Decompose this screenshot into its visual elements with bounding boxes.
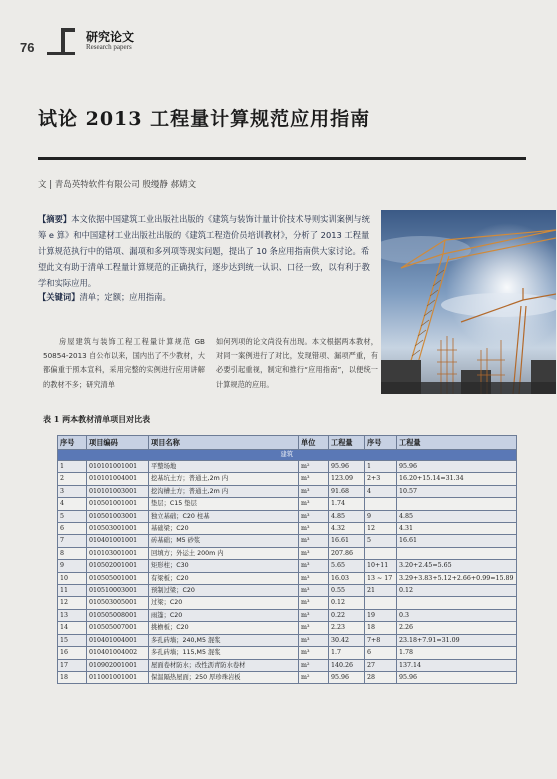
cell-unit: m³ (299, 647, 329, 659)
cell-name: 回填方；外运土 200m 内 (149, 547, 299, 559)
cell-qty2: 2.26 (397, 622, 517, 634)
cell-name: 雨篷；C20 (149, 609, 299, 621)
table-row (58, 572, 517, 584)
table-row (58, 671, 517, 683)
cell-qty2: 3.20+2.45=5.65 (397, 560, 517, 572)
construction-crane-photo (381, 210, 556, 394)
cell-no: 18 (58, 671, 87, 683)
cell-qty: 0.55 (329, 585, 365, 597)
cell-qty2: 1.78 (397, 647, 517, 659)
cell-name: 独立基础；C20 柱基 (149, 510, 299, 522)
cell-code: 010502001001 (87, 560, 149, 572)
cell-qty: 95.96 (329, 461, 365, 473)
cell-unit: m³ (299, 560, 329, 572)
cell-code: 010505001001 (87, 572, 149, 584)
cell-qty: 140.26 (329, 659, 365, 671)
cell-name: 挖沟槽土方；普通土,2m 内 (149, 485, 299, 497)
cell-qty2: 3.29+3.83+5.12+2.66+0.99=15.89 (397, 572, 517, 584)
table-row (58, 597, 517, 609)
cell-name: 挑檐板；C20 (149, 622, 299, 634)
cell-no2: 10+11 (365, 560, 397, 572)
table-row (58, 461, 517, 473)
cell-unit: m³ (299, 535, 329, 547)
header-bracket-mark (61, 28, 75, 54)
cell-no: 7 (58, 535, 87, 547)
cell-qty: 16.03 (329, 572, 365, 584)
cell-no2: 21 (365, 585, 397, 597)
cell-no2: 9 (365, 510, 397, 522)
table-row (58, 535, 517, 547)
cell-qty2: 16.61 (397, 535, 517, 547)
table-row (58, 510, 517, 522)
cell-no2: 19 (365, 609, 397, 621)
cell-qty: 91.68 (329, 485, 365, 497)
cell-name: 有梁板；C20 (149, 572, 299, 584)
cell-qty2: 95.96 (397, 671, 517, 683)
cell-no: 1 (58, 461, 87, 473)
cell-unit: m³ (299, 622, 329, 634)
cell-qty: 16.61 (329, 535, 365, 547)
cell-code: 010505007001 (87, 622, 149, 634)
cell-no: 13 (58, 609, 87, 621)
cell-no: 5 (58, 510, 87, 522)
section-title-en: Research papers (86, 43, 132, 51)
cell-no: 8 (58, 547, 87, 559)
cell-no2: 5 (365, 535, 397, 547)
cell-unit: m³ (299, 523, 329, 535)
col-header-name: 项目名称 (149, 436, 299, 450)
cell-no: 10 (58, 572, 87, 584)
abstract (38, 211, 375, 291)
col-header-no2: 序号 (365, 436, 397, 450)
cell-no: 4 (58, 498, 87, 510)
cell-no2: 27 (365, 659, 397, 671)
keywords-text: 清单；定额；应用指南。 (79, 292, 171, 302)
cell-no: 17 (58, 659, 87, 671)
table-row (58, 547, 517, 559)
cell-unit: m² (299, 671, 329, 683)
cell-unit: m² (299, 659, 329, 671)
cell-name: 过梁；C20 (149, 597, 299, 609)
cell-qty2: 4.85 (397, 510, 517, 522)
abstract-label: 【摘要】 (38, 214, 72, 224)
cell-qty: 4.85 (329, 510, 365, 522)
table-header-row (58, 436, 517, 450)
cell-name: 多孔砖墙；115,M5 混浆 (149, 647, 299, 659)
cell-code: 010505008001 (87, 609, 149, 621)
cell-unit: m³ (299, 498, 329, 510)
cell-code: 010101003001 (87, 485, 149, 497)
cell-unit: m³ (299, 572, 329, 584)
table-row (58, 634, 517, 646)
cell-code: 010503001001 (87, 523, 149, 535)
cell-no2 (365, 597, 397, 609)
cell-code: 010501001001 (87, 498, 149, 510)
cell-unit: m³ (299, 585, 329, 597)
cell-qty2: 4.31 (397, 523, 517, 535)
cell-qty: 0.22 (329, 609, 365, 621)
cell-no2: 1 (365, 461, 397, 473)
cell-no: 6 (58, 523, 87, 535)
cell-code: 010101001001 (87, 461, 149, 473)
table-caption: 表 1 两本教材清单项目对比表 (43, 414, 151, 424)
table-row (58, 473, 517, 485)
cell-name: 平整场地 (149, 461, 299, 473)
cell-name: 保温隔热屋面；250 厚珍珠岩板 (149, 671, 299, 683)
keywords-label: 【关键词】 (38, 292, 80, 302)
cell-unit: m³ (299, 609, 329, 621)
col-header-qty2: 工程量 (397, 436, 517, 450)
cell-qty: 5.65 (329, 560, 365, 572)
cell-no2 (365, 547, 397, 559)
cell-code: 010103001001 (87, 547, 149, 559)
table-row (58, 647, 517, 659)
cell-qty2: 0.3 (397, 609, 517, 621)
abstract-text: 本文依据中国建筑工业出版社出版的《建筑与装饰计量计价技术导则实训案例与统筹 e 算》和中国建材工业出版社出版的《建筑工程造价员培训教材》，分析了 2013 工程量计算规范执行中的错项、漏项和多列项等现实问题，提出了 10 条应用指南供大家讨论。希望此文有助于清单工程量计算规范的正确执行，逐步达到统一认识、口径一致，以有利于教学和实际应用。 (38, 214, 370, 288)
cell-code: 010501003001 (87, 510, 149, 522)
cell-no2 (365, 498, 397, 510)
cell-code: 010101004001 (87, 473, 149, 485)
cell-qty2: 16.20+15.14=31.34 (397, 473, 517, 485)
col-header-code: 项目编码 (87, 436, 149, 450)
cell-no: 12 (58, 597, 87, 609)
cell-qty: 2.23 (329, 622, 365, 634)
cell-no2: 18 (365, 622, 397, 634)
cell-code: 010510003001 (87, 585, 149, 597)
cell-no2: 7+8 (365, 634, 397, 646)
table-row (58, 609, 517, 621)
article-title: 试论 2013 工程量计算规范应用指南 (38, 108, 371, 130)
cell-unit: m³ (299, 510, 329, 522)
keywords (38, 291, 375, 303)
cell-no: 2 (58, 473, 87, 485)
cell-name: 挖基坑土方；普通土,2m 内 (149, 473, 299, 485)
section-title-cn: 研究论文 (86, 30, 135, 44)
cell-name: 砖基础；M5 砂浆 (149, 535, 299, 547)
cell-qty2 (397, 498, 517, 510)
comparison-table (57, 435, 517, 684)
table-row (58, 523, 517, 535)
cell-no2: 2+3 (365, 473, 397, 485)
title-rule (38, 157, 526, 160)
col-header-no: 序号 (58, 436, 87, 450)
table-row (58, 560, 517, 572)
cell-name: 垫层；C15 垫层 (149, 498, 299, 510)
table-row (58, 485, 517, 497)
cell-unit: m³ (299, 547, 329, 559)
cell-unit: m² (299, 461, 329, 473)
article-byline: 文 | 青岛英特软件有限公司 殷缦静 郝婧文 (38, 180, 197, 190)
cell-unit: m³ (299, 634, 329, 646)
cell-name: 基础梁；C20 (149, 523, 299, 535)
cell-no: 16 (58, 647, 87, 659)
cell-qty: 123.09 (329, 473, 365, 485)
cell-code: 010401004001 (87, 634, 149, 646)
body-column-1: 房屋建筑与装饰工程工程量计算规范 GB 50854-2013 自公布以来，国内出了不少教材，大都偏重于照本宣科，采用完整的实例进行应用讲解的教材不多；研究清单 (43, 337, 205, 389)
page-number: 76 (20, 40, 35, 55)
cell-qty2 (397, 547, 517, 559)
cell-qty: 207.86 (329, 547, 365, 559)
cell-qty2 (397, 597, 517, 609)
cell-unit: m³ (299, 597, 329, 609)
cell-no2: 6 (365, 647, 397, 659)
cell-name: 屋面卷材防水；改性沥青防水卷材 (149, 659, 299, 671)
cell-name: 多孔砖墙；240,M5 混浆 (149, 634, 299, 646)
cell-name: 预制过梁；C20 (149, 585, 299, 597)
cell-code: 010401004002 (87, 647, 149, 659)
cell-qty: 95.96 (329, 671, 365, 683)
cell-qty: 4.32 (329, 523, 365, 535)
cell-name: 矩形柱；C30 (149, 560, 299, 572)
cell-qty: 1.74 (329, 498, 365, 510)
group-label: 建筑 (58, 450, 517, 461)
cell-no2: 12 (365, 523, 397, 535)
cell-qty: 1.7 (329, 647, 365, 659)
cell-qty2: 137.14 (397, 659, 517, 671)
table-group-row (58, 450, 517, 461)
table-row (58, 585, 517, 597)
cell-qty: 0.12 (329, 597, 365, 609)
cell-no2: 28 (365, 671, 397, 683)
cell-qty2: 10.57 (397, 485, 517, 497)
table-row (58, 498, 517, 510)
cell-no: 3 (58, 485, 87, 497)
cell-qty2: 0.12 (397, 585, 517, 597)
cell-unit: m³ (299, 485, 329, 497)
cell-qty: 30.42 (329, 634, 365, 646)
cell-code: 011001001001 (87, 671, 149, 683)
cell-code: 010503005001 (87, 597, 149, 609)
body-column-2: 如何列项的论文尚没有出现。本文根据两本教材，对同一案例进行了对比，发现错项、漏项严重，有必要引起重视，制定和推行“应用指南”，以便统一计算规范的应用。 (216, 337, 378, 389)
cell-code: 010902001001 (87, 659, 149, 671)
col-header-qty: 工程量 (329, 436, 365, 450)
cell-no: 11 (58, 585, 87, 597)
cell-qty2: 95.96 (397, 461, 517, 473)
cell-no: 15 (58, 634, 87, 646)
cell-no2: 13 ~ 17 (365, 572, 397, 584)
cell-unit: m³ (299, 473, 329, 485)
cell-qty2: 23.18+7.91=31.09 (397, 634, 517, 646)
table-row (58, 622, 517, 634)
cell-no: 14 (58, 622, 87, 634)
cell-code: 010401001001 (87, 535, 149, 547)
cell-no2: 4 (365, 485, 397, 497)
table-row (58, 659, 517, 671)
col-header-unit: 单位 (299, 436, 329, 450)
cell-no: 9 (58, 560, 87, 572)
